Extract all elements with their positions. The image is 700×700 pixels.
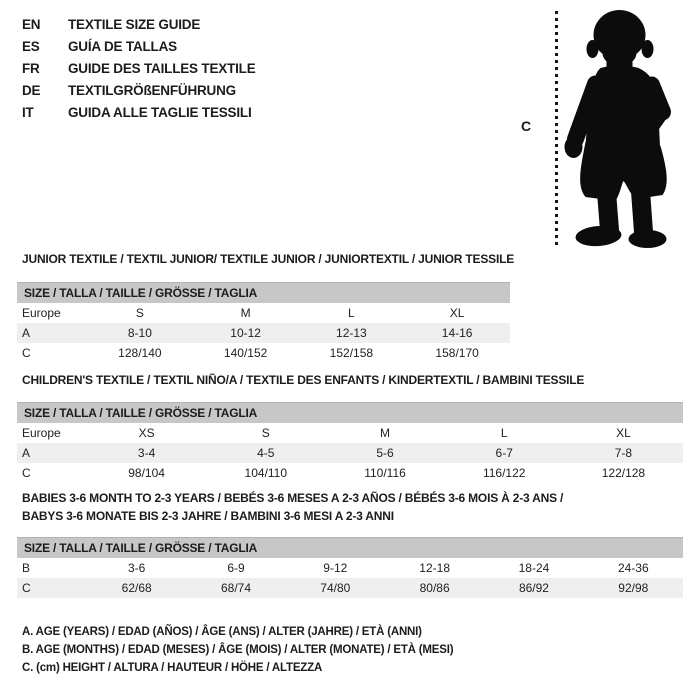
table-cell: 12-18 bbox=[419, 561, 450, 575]
table-cell: L bbox=[348, 306, 355, 320]
row-label: C bbox=[22, 581, 31, 595]
table-cell: 5-6 bbox=[376, 446, 394, 460]
table-cell: 140/152 bbox=[223, 346, 268, 360]
table-row-age bbox=[17, 443, 683, 463]
table-cell: XL bbox=[449, 306, 465, 320]
table-cell: 14-16 bbox=[441, 326, 473, 340]
table-cell: M bbox=[240, 306, 251, 320]
row-label: A bbox=[22, 326, 31, 340]
junior-table bbox=[17, 282, 510, 363]
table-cell: 3-6 bbox=[127, 561, 146, 575]
table-row-europe bbox=[17, 423, 683, 443]
language-label: GUIDA ALLE TAGLIE TESSILI bbox=[68, 104, 252, 120]
table-cell: 8-10 bbox=[127, 326, 152, 340]
row-label: B bbox=[22, 561, 31, 575]
table-cell: 152/158 bbox=[329, 346, 374, 360]
table-cell: 128/140 bbox=[118, 346, 162, 360]
note-line-a: A. AGE (YEARS) / EDAD (AÑOS) / ÂGE (ANS) / ALTER (JAHRE) / ETÀ (ANNI) bbox=[22, 626, 422, 638]
table-cell: S bbox=[261, 426, 270, 440]
children-section-title: CHILDREN'S TEXTILE / TEXTIL NIÑO/A / TEXTILE DES ENFANTS / KINDERTEXTIL / BAMBINI TESSILE bbox=[22, 373, 585, 387]
table-cell: 98/104 bbox=[128, 466, 165, 480]
size-header-bar: SIZE / TALLA / TAILLE / GRÖSSE / TAGLIA bbox=[17, 537, 683, 558]
legend-notes bbox=[22, 626, 453, 680]
table-cell: 110/116 bbox=[364, 466, 406, 480]
table-cell: 68/74 bbox=[220, 581, 251, 595]
note-line-c: C. (cm) HEIGHT / ALTURA / HAUTEUR / HÖHE / ALTEZZA bbox=[22, 662, 323, 674]
table-cell: M bbox=[380, 426, 390, 440]
language-row-it bbox=[22, 101, 256, 123]
table-cell: 92/98 bbox=[618, 581, 649, 595]
table-cell: 158/170 bbox=[435, 346, 479, 360]
language-list bbox=[22, 13, 256, 123]
language-label: TEXTILE SIZE GUIDE bbox=[68, 16, 201, 32]
table-cell: 24-36 bbox=[617, 561, 649, 575]
row-label: Europe bbox=[22, 306, 61, 320]
measure-label-c: C bbox=[521, 118, 532, 134]
language-label: TEXTILGRÖßENFÜHRUNG bbox=[68, 82, 236, 98]
note-line-b: B. AGE (MONTHS) / EDAD (MESES) / ÂGE (MOIS) / ALTER (MONATE) / ETÀ (MESI) bbox=[22, 644, 454, 656]
babies-title-line2: BABYS 3-6 MONATE BIS 2-3 JAHRE / BAMBINI 3-6 MESI A 2-3 ANNI bbox=[22, 509, 394, 523]
table-cell: 18-24 bbox=[518, 561, 550, 575]
language-code: DE bbox=[22, 82, 41, 98]
height-measure-dotted-line bbox=[555, 11, 558, 245]
babies-title-line1: BABIES 3-6 MONTH TO 2-3 YEARS / BEBÉS 3-6 MESES A 2-3 AÑOS / BÉBÉS 3-6 MOIS À 2-3 ANS / bbox=[22, 491, 564, 505]
language-code: IT bbox=[22, 104, 34, 120]
toddler-silhouette bbox=[559, 6, 700, 248]
row-label: Europe bbox=[22, 426, 61, 440]
language-row-es bbox=[22, 35, 256, 57]
row-label: A bbox=[22, 446, 31, 460]
table-cell: 116/122 bbox=[482, 466, 526, 480]
table-cell: 62/68 bbox=[121, 581, 152, 595]
table-row-height bbox=[17, 463, 683, 483]
language-row-fr bbox=[22, 57, 256, 79]
language-row-de bbox=[22, 79, 256, 101]
table-row-months bbox=[17, 558, 683, 578]
table-cell: 80/86 bbox=[419, 581, 450, 595]
table-cell: 12-13 bbox=[336, 326, 367, 340]
table-cell: L bbox=[500, 426, 508, 440]
table-cell: 6-7 bbox=[495, 446, 513, 460]
table-cell: 6-9 bbox=[227, 561, 245, 575]
row-label: C bbox=[22, 466, 31, 480]
language-code: ES bbox=[22, 38, 40, 54]
table-row-height bbox=[17, 343, 510, 363]
table-cell: 10-12 bbox=[230, 326, 261, 340]
table-cell: 74/80 bbox=[320, 581, 351, 595]
table-cell: S bbox=[135, 306, 144, 320]
size-header-bar: SIZE / TALLA / TAILLE / GRÖSSE / TAGLIA bbox=[17, 282, 510, 303]
table-cell: 3-4 bbox=[137, 446, 156, 460]
language-code: EN bbox=[22, 16, 41, 32]
table-cell: 86/92 bbox=[518, 581, 549, 595]
row-label: C bbox=[22, 346, 31, 360]
table-cell: 104/110 bbox=[244, 466, 288, 480]
table-cell: XS bbox=[138, 426, 155, 440]
children-table bbox=[17, 402, 683, 483]
table-row-height bbox=[17, 578, 683, 598]
table-cell: XL bbox=[616, 426, 631, 440]
babies-section-title bbox=[22, 489, 563, 525]
table-row-europe bbox=[17, 303, 510, 323]
language-code: FR bbox=[22, 60, 40, 76]
table-row-age bbox=[17, 323, 510, 343]
language-label: GUÍA DE TALLAS bbox=[68, 38, 177, 54]
junior-section-title: JUNIOR TEXTILE / TEXTIL JUNIOR/ TEXTILE JUNIOR / JUNIORTEXTIL / JUNIOR TESSILE bbox=[22, 252, 515, 266]
babies-table bbox=[17, 537, 683, 598]
table-cell: 4-5 bbox=[257, 446, 275, 460]
table-cell: 9-12 bbox=[323, 561, 348, 575]
language-label: GUIDE DES TAILLES TEXTILE bbox=[68, 60, 256, 76]
size-header-bar: SIZE / TALLA / TAILLE / GRÖSSE / TAGLIA bbox=[17, 402, 683, 423]
table-cell: 122/128 bbox=[601, 466, 646, 480]
table-cell: 7-8 bbox=[614, 446, 633, 460]
language-row-en bbox=[22, 13, 256, 35]
